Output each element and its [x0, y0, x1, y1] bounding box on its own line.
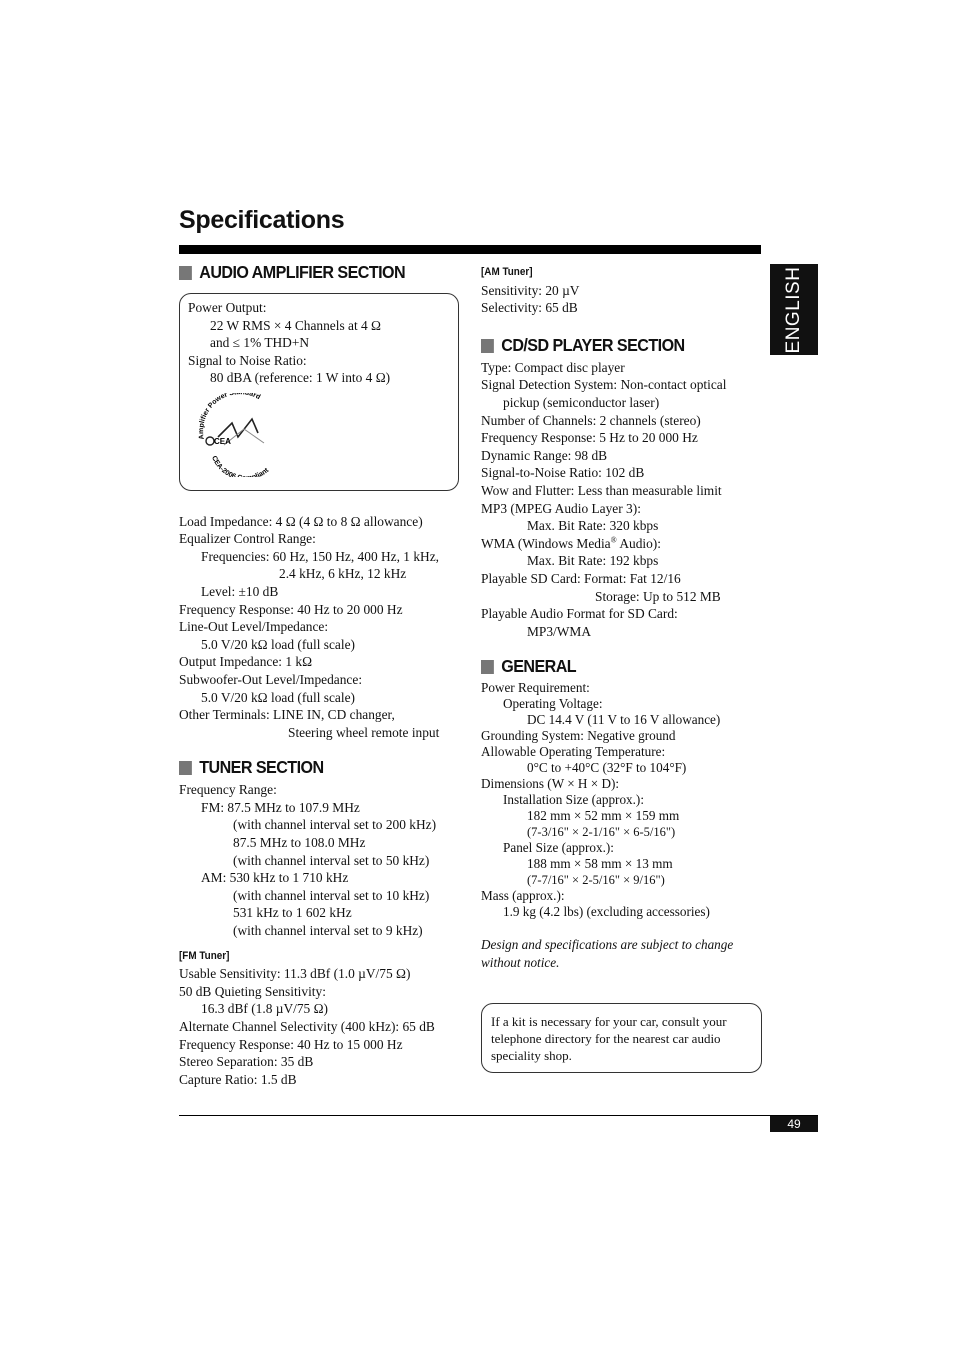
- spec-line: (with channel interval set to 200 kHz): [233, 817, 437, 833]
- section-heading-audio: AUDIO AMPLIFIER SECTION: [179, 260, 446, 286]
- subheading-fm-tuner: [FM Tuner]: [179, 949, 230, 962]
- spec-line: Operating Voltage:: [503, 696, 603, 712]
- svg-text:CEA-2006 Compliant: [210, 455, 271, 477]
- page-number: 49: [770, 1116, 818, 1132]
- spec-line: Playable SD Card: Format: Fat 12/16: [481, 570, 681, 586]
- section-heading-tuner: TUNER SECTION: [179, 755, 446, 781]
- spec-line: (7-7/16" × 2-5/16" × 9/16"): [527, 873, 665, 888]
- spec-line: 531 kHz to 1 602 kHz: [233, 905, 352, 921]
- logo-text-top: Amplifier Power S dard: [198, 392, 262, 440]
- spec-line: 16.3 dBf (1.8 µV/75 Ω): [201, 1001, 329, 1017]
- section-marker-icon: [481, 339, 494, 353]
- design-change-note: Design and specifications are subject to change without notice.: [481, 937, 734, 970]
- left-column: [179, 260, 469, 1088]
- spec-line: Frequency Range:: [179, 782, 277, 798]
- spec-line: Installation Size (approx.):: [503, 792, 644, 808]
- spec-line: AM: 530 kHz to 1 710 kHz: [201, 870, 349, 886]
- spec-line: Frequency Response: 40 Hz to 20 000 Hz: [179, 601, 403, 617]
- spec-line: 188 mm × 58 mm × 13 mm: [527, 856, 673, 872]
- spec-line: Stereo Separation: 35 dB: [179, 1054, 314, 1070]
- spec-line: Max. Bit Rate: 192 kbps: [527, 553, 659, 569]
- spec-line: Grounding System: Negative ground: [481, 728, 676, 744]
- spec-line: Signal-to-Noise Ratio: 102 dB: [481, 465, 645, 481]
- spec-line: Frequency Response: 5 Hz to 20 000 Hz: [481, 430, 698, 446]
- spec-line: Storage: Up to 512 MB: [595, 588, 721, 604]
- spec-line: Dynamic Range: 98 dB: [481, 447, 608, 463]
- spec-line: Sensitivity: 20 µV: [481, 282, 580, 298]
- spec-line: DC 14.4 V (11 V to 16 V allowance): [527, 712, 721, 728]
- spec-line: Max. Bit Rate: 320 kbps: [527, 518, 659, 534]
- language-tab: [770, 264, 818, 355]
- spec-line: and ≤ 1% THD+N: [210, 335, 310, 351]
- spec-line: 5.0 V/20 kΩ load (full scale): [201, 636, 355, 652]
- spec-line: (with channel interval set to 9 kHz): [233, 923, 423, 939]
- spec-line: 22 W RMS × 4 Channels at 4 Ω: [210, 317, 382, 333]
- spec-line: pickup (semiconductor laser): [503, 394, 660, 410]
- section-marker-icon: [179, 266, 192, 280]
- footer-rule: [179, 1115, 818, 1116]
- spec-line: 50 dB Quieting Sensitivity:: [179, 983, 326, 999]
- page-title: Specifications: [179, 206, 345, 234]
- spec-line: 5.0 V/20 kΩ load (full scale): [201, 689, 355, 705]
- spec-line: 87.5 MHz to 108.0 MHz: [233, 835, 366, 851]
- spec-line: Subwoofer-Out Level/Impedance:: [179, 671, 363, 687]
- spec-line: Signal Detection System: Non-contact optical: [481, 377, 727, 393]
- spec-line: Alternate Channel Selectivity (400 kHz): 65 dB: [179, 1019, 435, 1034]
- spec-line: Equalizer Control Range:: [179, 531, 316, 547]
- svg-text:Amplifier Power Standard: [198, 393, 261, 440]
- spec-line: Playable Audio Format for SD Card:: [481, 606, 678, 622]
- spec-line: 80 dBA (reference: 1 W into 4 Ω): [210, 370, 391, 386]
- cea-2006-compliance-logo-icon: [194, 393, 284, 477]
- spec-line: MP3/WMA: [527, 623, 591, 639]
- spec-line: Level: ±10 dB: [201, 583, 279, 599]
- spec-line: Usable Sensitivity: 11.3 dBf (1.0 µV/75 Ω): [179, 966, 411, 982]
- spec-line: Selectivity: 65 dB: [481, 300, 578, 316]
- section-heading-general: GENERAL: [481, 654, 748, 680]
- spec-line: Dimensions (W × H × D):: [481, 776, 620, 792]
- spec-line: Type: Compact disc player: [481, 359, 625, 375]
- spec-line: Other Terminals: LINE IN, CD changer,: [179, 707, 395, 723]
- spec-line: Frequency Response: 40 Hz to 15 000 Hz: [179, 1036, 403, 1052]
- kit-info-box: If a kit is necessary for your car, consult your telephone directory for the nearest car audio speciality shop.: [481, 1003, 762, 1073]
- section-heading-cd-sd: CD/SD PLAYER SECTION: [481, 333, 748, 359]
- spec-line: Capture Ratio: 1.5 dB: [179, 1071, 297, 1087]
- spec-line: Number of Channels: 2 channels (stereo): [481, 412, 701, 428]
- spec-line: WMA (Windows Media® Audio):: [481, 535, 661, 551]
- logo-mark: CEA: [214, 436, 231, 446]
- section-marker-icon: [179, 761, 192, 775]
- section-marker-icon: [481, 660, 494, 674]
- spec-line: Signal to Noise Ratio:: [188, 352, 307, 368]
- spec-line: Allowable Operating Temperature:: [481, 744, 666, 760]
- spec-line: Mass (approx.):: [481, 888, 565, 904]
- spec-line: Frequencies: 60 Hz, 150 Hz, 400 Hz, 1 kHz,: [201, 548, 439, 564]
- power-output-box: [179, 293, 459, 491]
- spec-line: 0°C to +40°C (32°F to 104°F): [527, 760, 687, 776]
- title-rule: [179, 245, 761, 254]
- spec-line: (7-3/16" × 2-1/16" × 6-5/16"): [527, 825, 676, 840]
- spec-line: Power Output:: [188, 300, 267, 315]
- right-column: [481, 260, 771, 971]
- spec-line: 1.9 kg (4.2 lbs) (excluding accessories): [503, 904, 710, 920]
- spec-line: Steering wheel remote input: [288, 724, 440, 740]
- spec-line: Wow and Flutter: Less than measurable limit: [481, 482, 722, 498]
- spec-line: (with channel interval set to 10 kHz): [233, 887, 430, 903]
- spec-line: Load Impedance: 4 Ω (4 Ω to 8 Ω allowance): [179, 513, 423, 529]
- spec-line: Output Impedance: 1 kΩ: [179, 654, 313, 670]
- spec-line: Panel Size (approx.):: [503, 840, 614, 856]
- spec-line: Power Requirement:: [481, 680, 590, 696]
- language-tab-label: ENGLISH: [783, 266, 804, 353]
- spec-line: FM: 87.5 MHz to 107.9 MHz: [201, 799, 360, 815]
- spec-line: MP3 (MPEG Audio Layer 3):: [481, 500, 641, 516]
- spec-line: 2.4 kHz, 6 kHz, 12 kHz: [279, 566, 407, 582]
- spec-line: 182 mm × 52 mm × 159 mm: [527, 808, 680, 824]
- subheading-am-tuner: [AM Tuner]: [481, 266, 533, 278]
- logo-text-bottom: CEA-2006 liant: [210, 454, 271, 477]
- spec-line: (with channel interval set to 50 kHz): [233, 852, 430, 868]
- spec-line: Line-Out Level/Impedance:: [179, 619, 329, 635]
